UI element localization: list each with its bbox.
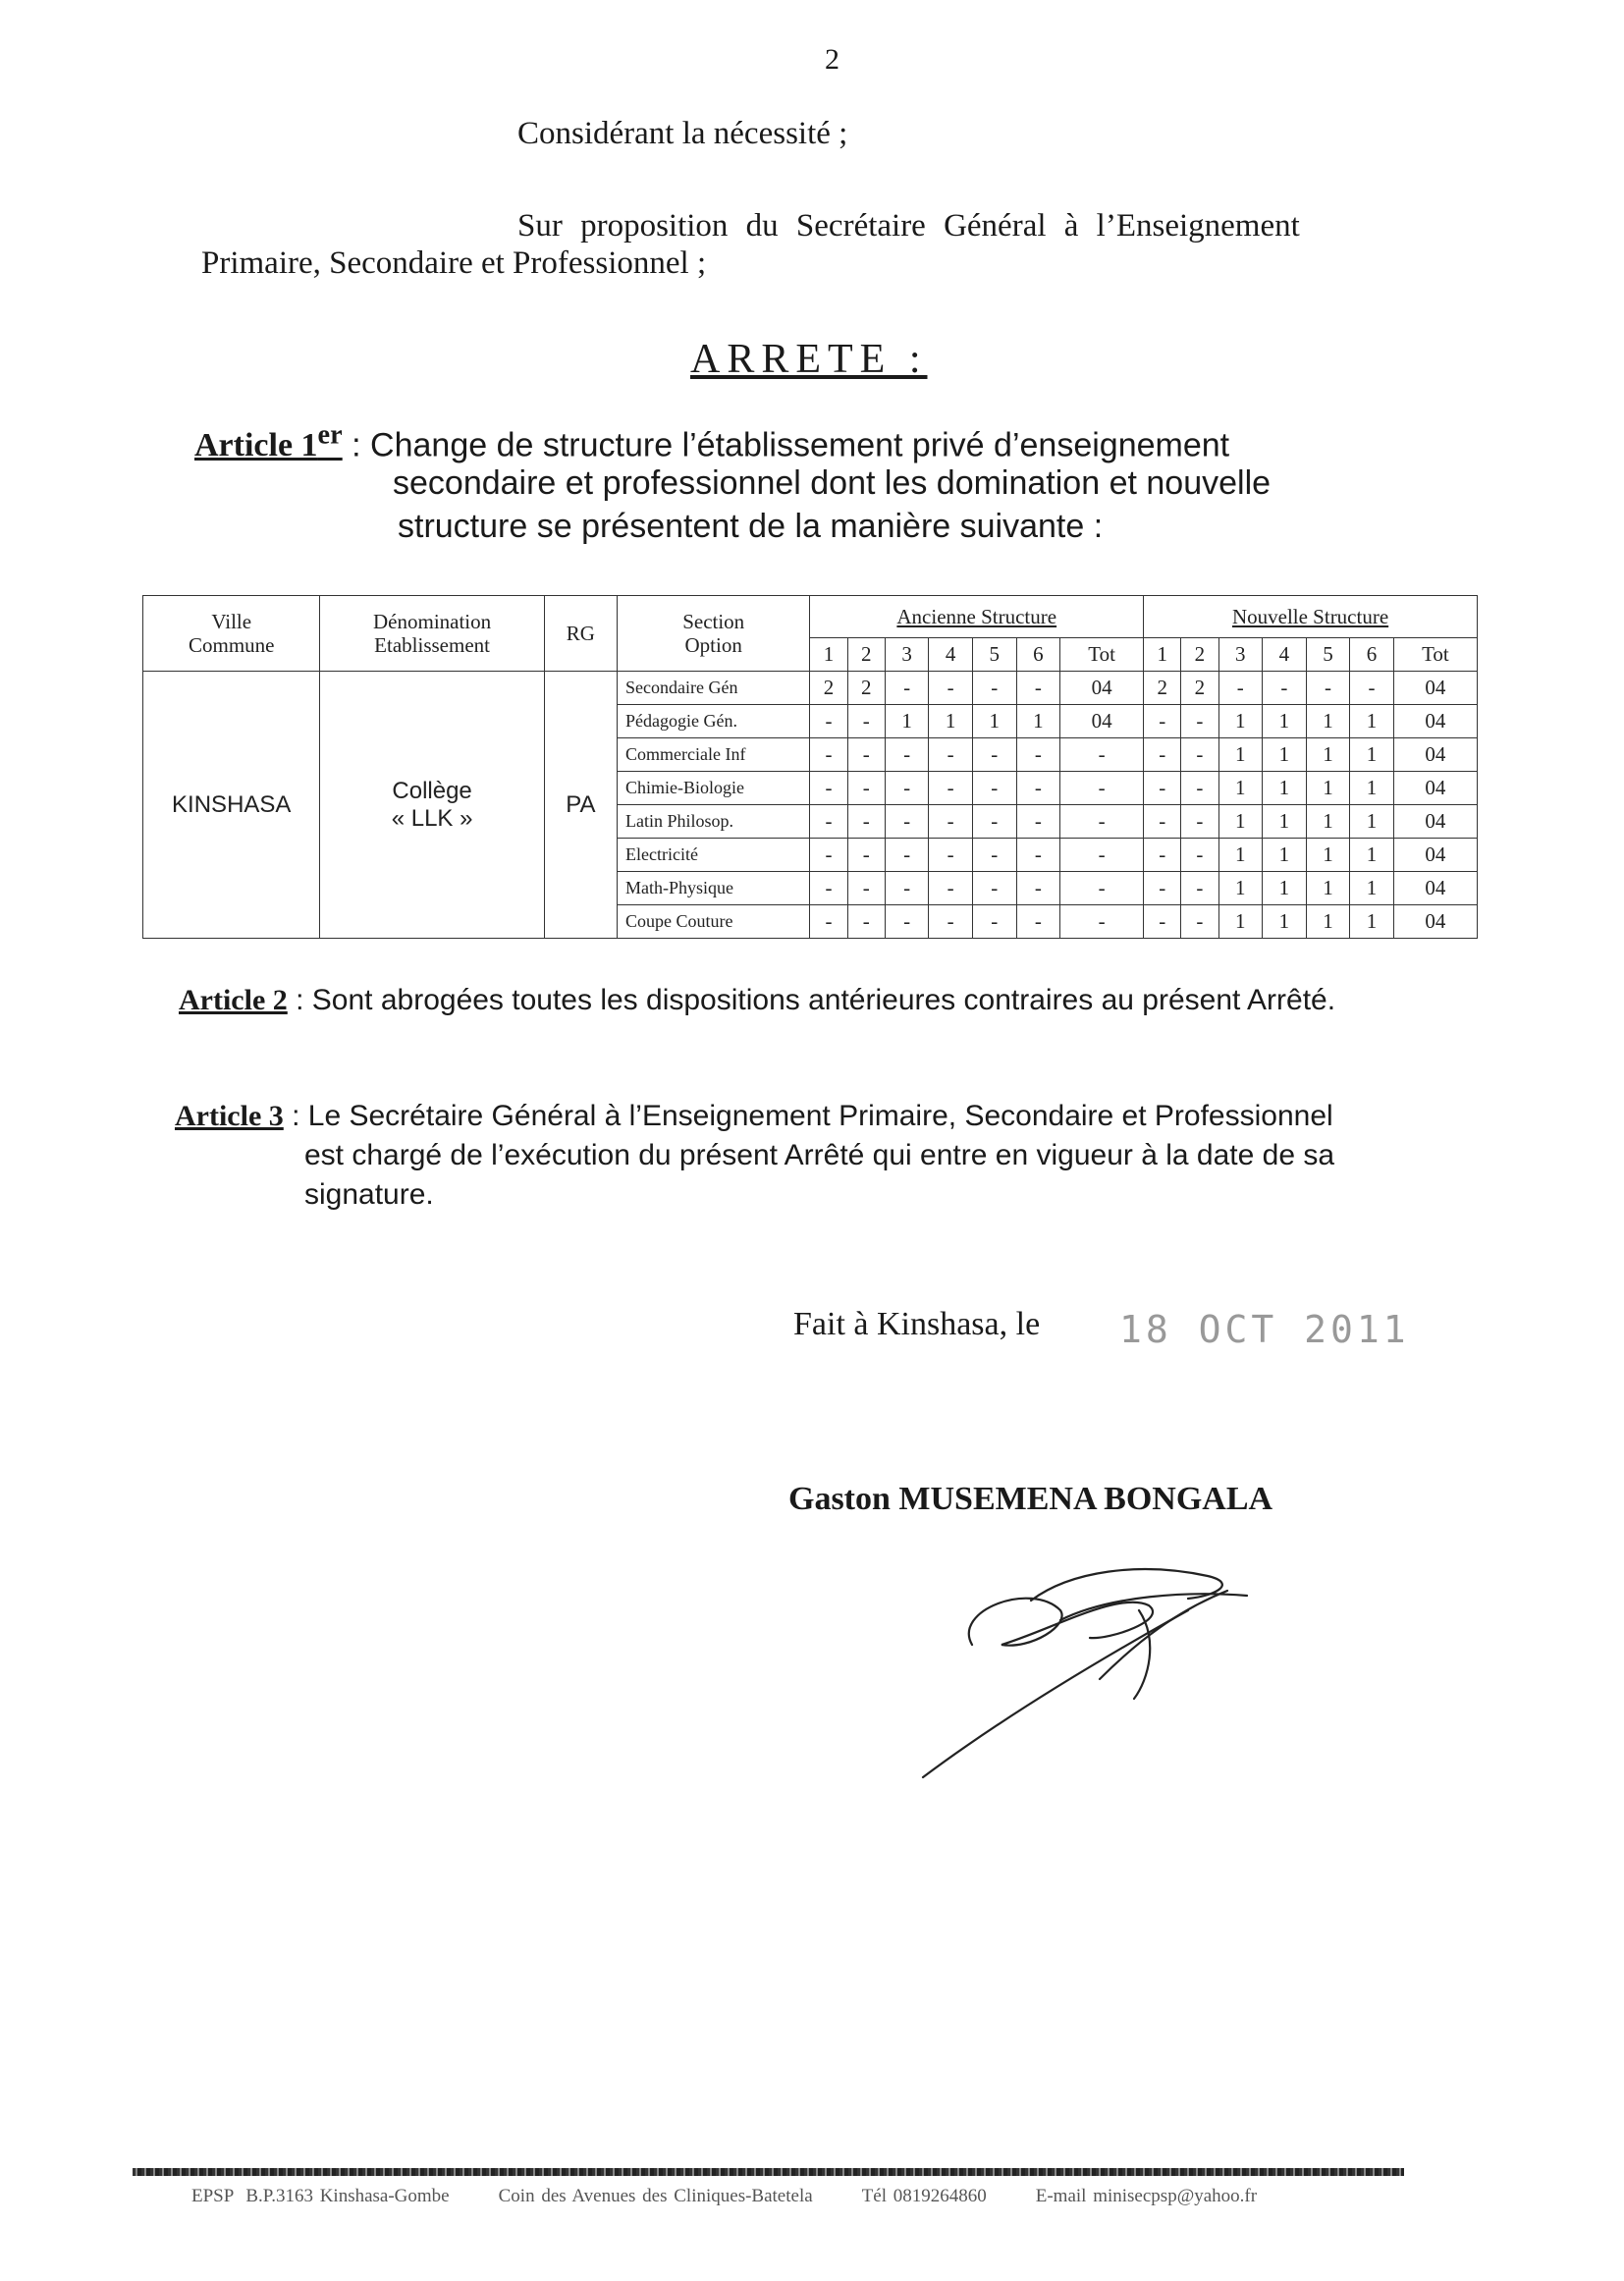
- cell-nouvelle: 1: [1306, 905, 1350, 939]
- cell-section: Commerciale Inf: [618, 738, 810, 772]
- article-3-line-2: est chargé de l’exécution du présent Arrêté qui entre en vigueur à la date de sa: [304, 1139, 1335, 1171]
- year-col-nouvelle: 6: [1350, 638, 1394, 672]
- cell-denomination: Collège « LLK »: [320, 672, 544, 939]
- cell-section: Secondaire Gén: [618, 672, 810, 705]
- header-nouvelle-structure: Nouvelle Structure: [1144, 596, 1478, 638]
- cell-ville: KINSHASA: [143, 672, 320, 939]
- cell-ancienne: -: [1016, 738, 1060, 772]
- cell-ancienne: -: [885, 738, 929, 772]
- cell-nouvelle: 1: [1350, 805, 1394, 839]
- cell-nouvelle: 1: [1263, 872, 1307, 905]
- cell-ancienne: 04: [1060, 705, 1144, 738]
- article-1-line-3: structure se présentent de la manière suivante :: [398, 508, 1104, 545]
- cell-nouvelle: 1: [1263, 905, 1307, 939]
- cell-ancienne: -: [847, 905, 885, 939]
- header-section: Section Option: [618, 596, 810, 672]
- cell-nouvelle: 1: [1218, 872, 1263, 905]
- article-2-label: Article 2: [179, 984, 288, 1016]
- cell-ancienne: 1: [972, 705, 1016, 738]
- cell-nouvelle: 1: [1218, 805, 1263, 839]
- footer-rule: [133, 2168, 1404, 2176]
- cell-ancienne: -: [885, 905, 929, 939]
- year-col-ancienne: 6: [1016, 638, 1060, 672]
- cell-ancienne: -: [1060, 905, 1144, 939]
- cell-ancienne: -: [1016, 805, 1060, 839]
- cell-ancienne: -: [885, 872, 929, 905]
- table-row: [143, 672, 1478, 705]
- header-denomination: Dénomination Etablissement: [320, 596, 544, 672]
- cell-ancienne: -: [810, 905, 847, 939]
- cell-nouvelle: -: [1144, 805, 1181, 839]
- footer-org: EPSP: [191, 2186, 235, 2206]
- cell-ancienne: 04: [1060, 672, 1144, 705]
- cell-nouvelle: -: [1350, 672, 1394, 705]
- cell-ancienne: -: [972, 805, 1016, 839]
- cell-section: Latin Philosop.: [618, 805, 810, 839]
- year-col-nouvelle: 2: [1181, 638, 1218, 672]
- header-ville: Ville Commune: [143, 596, 320, 672]
- cell-ancienne: -: [885, 672, 929, 705]
- cell-nouvelle: 04: [1393, 772, 1477, 805]
- cell-nouvelle: 1: [1350, 738, 1394, 772]
- cell-ancienne: -: [1016, 905, 1060, 939]
- cell-nouvelle: 2: [1144, 672, 1181, 705]
- cell-ancienne: -: [847, 805, 885, 839]
- cell-ancienne: -: [1060, 872, 1144, 905]
- cell-nouvelle: 1: [1218, 905, 1263, 939]
- cell-ancienne: -: [847, 772, 885, 805]
- cell-nouvelle: 04: [1393, 705, 1477, 738]
- cell-ancienne: -: [1060, 839, 1144, 872]
- date-stamp: 18 OCT 2011: [1119, 1308, 1410, 1351]
- year-col-nouvelle: 1: [1144, 638, 1181, 672]
- cell-nouvelle: 1: [1218, 772, 1263, 805]
- cell-nouvelle: 1: [1350, 839, 1394, 872]
- cell-ancienne: -: [847, 839, 885, 872]
- proposition-line-2: Primaire, Secondaire et Professionnel ;: [201, 245, 707, 281]
- cell-nouvelle: -: [1144, 839, 1181, 872]
- cell-nouvelle: 04: [1393, 839, 1477, 872]
- cell-nouvelle: -: [1306, 672, 1350, 705]
- cell-nouvelle: 1: [1263, 738, 1307, 772]
- cell-nouvelle: -: [1144, 705, 1181, 738]
- cell-nouvelle: 1: [1218, 705, 1263, 738]
- cell-ancienne: -: [972, 738, 1016, 772]
- cell-ancienne: -: [885, 839, 929, 872]
- considerant-line: Considérant la nécessité ;: [517, 116, 848, 151]
- cell-ancienne: -: [929, 672, 973, 705]
- cell-ancienne: -: [810, 772, 847, 805]
- cell-nouvelle: 1: [1350, 705, 1394, 738]
- cell-rg: PA: [544, 672, 617, 939]
- year-col-nouvelle: Tot: [1393, 638, 1477, 672]
- cell-section: Math-Physique: [618, 872, 810, 905]
- cell-nouvelle: 1: [1350, 772, 1394, 805]
- cell-ancienne: 1: [1016, 705, 1060, 738]
- cell-nouvelle: 04: [1393, 872, 1477, 905]
- signer-name: Gaston MUSEMENA BONGALA: [788, 1481, 1273, 1517]
- article-3-label: Article 3: [175, 1100, 284, 1132]
- cell-ancienne: 2: [810, 672, 847, 705]
- cell-nouvelle: 1: [1306, 805, 1350, 839]
- page-number: 2: [825, 43, 839, 76]
- cell-nouvelle: 1: [1263, 839, 1307, 872]
- cell-ancienne: -: [847, 872, 885, 905]
- cell-nouvelle: 04: [1393, 905, 1477, 939]
- year-col-ancienne: Tot: [1060, 638, 1144, 672]
- cell-nouvelle: 1: [1263, 805, 1307, 839]
- header-ancienne-structure: Ancienne Structure: [810, 596, 1144, 638]
- cell-ancienne: -: [929, 772, 973, 805]
- cell-nouvelle: -: [1181, 705, 1218, 738]
- place-date-line: Fait à Kinshasa, le: [793, 1306, 1041, 1342]
- year-col-nouvelle: 3: [1218, 638, 1263, 672]
- cell-nouvelle: 1: [1350, 905, 1394, 939]
- cell-nouvelle: -: [1181, 738, 1218, 772]
- cell-ancienne: -: [972, 672, 1016, 705]
- cell-ancienne: 1: [929, 705, 973, 738]
- footer-email: E-mail minisecpsp@yahoo.fr: [1035, 2186, 1258, 2206]
- structure-table: [142, 595, 1478, 939]
- cell-nouvelle: 04: [1393, 738, 1477, 772]
- cell-nouvelle: -: [1181, 905, 1218, 939]
- cell-nouvelle: -: [1144, 738, 1181, 772]
- handwritten-signature: [913, 1551, 1326, 1787]
- article-3-line-3: signature.: [304, 1178, 434, 1211]
- article-1-line-2: secondaire et professionnel dont les domination et nouvelle: [393, 464, 1272, 502]
- year-col-nouvelle: 4: [1263, 638, 1307, 672]
- cell-nouvelle: -: [1181, 872, 1218, 905]
- cell-ancienne: -: [1060, 772, 1144, 805]
- cell-ancienne: -: [929, 738, 973, 772]
- article-3-line-1: Article 3 : Le Secrétaire Général à l’Enseignement Primaire, Secondaire et Professionnel: [175, 1100, 1333, 1132]
- cell-nouvelle: 1: [1263, 772, 1307, 805]
- cell-ancienne: -: [972, 872, 1016, 905]
- cell-ancienne: -: [929, 905, 973, 939]
- cell-nouvelle: 1: [1306, 738, 1350, 772]
- proposition-line-1: Sur proposition du Secrétaire Général à l’Enseignement: [517, 208, 1300, 244]
- cell-ancienne: -: [885, 772, 929, 805]
- cell-ancienne: -: [847, 705, 885, 738]
- cell-ancienne: -: [810, 839, 847, 872]
- cell-ancienne: 1: [885, 705, 929, 738]
- year-col-ancienne: 3: [885, 638, 929, 672]
- footer-address: Coin des Avenues des Cliniques-Batetela: [498, 2186, 813, 2206]
- cell-ancienne: -: [810, 805, 847, 839]
- footer: [191, 2186, 1306, 2207]
- cell-nouvelle: 2: [1181, 672, 1218, 705]
- cell-ancienne: -: [1016, 839, 1060, 872]
- article-1-label: Article 1er: [194, 420, 343, 464]
- cell-ancienne: -: [929, 872, 973, 905]
- cell-ancienne: -: [1016, 872, 1060, 905]
- year-col-ancienne: 5: [972, 638, 1016, 672]
- cell-nouvelle: 1: [1263, 705, 1307, 738]
- cell-nouvelle: 1: [1306, 839, 1350, 872]
- year-col-ancienne: 2: [847, 638, 885, 672]
- cell-ancienne: -: [929, 805, 973, 839]
- cell-nouvelle: -: [1181, 805, 1218, 839]
- cell-nouvelle: 1: [1350, 872, 1394, 905]
- cell-ancienne: -: [810, 738, 847, 772]
- cell-ancienne: -: [810, 705, 847, 738]
- cell-nouvelle: -: [1144, 872, 1181, 905]
- cell-ancienne: -: [929, 839, 973, 872]
- year-col-nouvelle: 5: [1306, 638, 1350, 672]
- article-2: Article 2 : Sont abrogées toutes les dispositions antérieures contraires au présent Arrêté.: [179, 984, 1336, 1016]
- cell-ancienne: -: [810, 872, 847, 905]
- year-col-ancienne: 4: [929, 638, 973, 672]
- cell-ancienne: 2: [847, 672, 885, 705]
- cell-ancienne: -: [972, 839, 1016, 872]
- cell-nouvelle: 1: [1306, 705, 1350, 738]
- header-rg: RG: [544, 596, 617, 672]
- cell-nouvelle: -: [1263, 672, 1307, 705]
- cell-nouvelle: -: [1181, 772, 1218, 805]
- cell-ancienne: -: [885, 805, 929, 839]
- cell-ancienne: -: [1016, 772, 1060, 805]
- cell-nouvelle: 04: [1393, 805, 1477, 839]
- cell-ancienne: -: [972, 772, 1016, 805]
- footer-tel: Tél 0819264860: [861, 2186, 987, 2206]
- footer-bp: B.P.3163 Kinshasa-Gombe: [245, 2186, 450, 2206]
- cell-nouvelle: 1: [1306, 872, 1350, 905]
- cell-section: Chimie-Biologie: [618, 772, 810, 805]
- article-1-line-1: Article 1er : Change de structure l’établissement privé d’enseignement: [194, 420, 1230, 464]
- cell-section: Electricité: [618, 839, 810, 872]
- cell-ancienne: -: [972, 905, 1016, 939]
- cell-ancienne: -: [847, 738, 885, 772]
- cell-nouvelle: -: [1144, 772, 1181, 805]
- cell-nouvelle: 1: [1218, 738, 1263, 772]
- year-col-ancienne: 1: [810, 638, 847, 672]
- cell-nouvelle: 1: [1306, 772, 1350, 805]
- cell-nouvelle: 1: [1218, 839, 1263, 872]
- arrete-title: ARRETE :: [690, 337, 928, 382]
- cell-ancienne: -: [1060, 805, 1144, 839]
- cell-nouvelle: -: [1218, 672, 1263, 705]
- cell-nouvelle: 04: [1393, 672, 1477, 705]
- cell-section: Pédagogie Gén.: [618, 705, 810, 738]
- cell-ancienne: -: [1016, 672, 1060, 705]
- cell-ancienne: -: [1060, 738, 1144, 772]
- cell-nouvelle: -: [1144, 905, 1181, 939]
- cell-nouvelle: -: [1181, 839, 1218, 872]
- cell-section: Coupe Couture: [618, 905, 810, 939]
